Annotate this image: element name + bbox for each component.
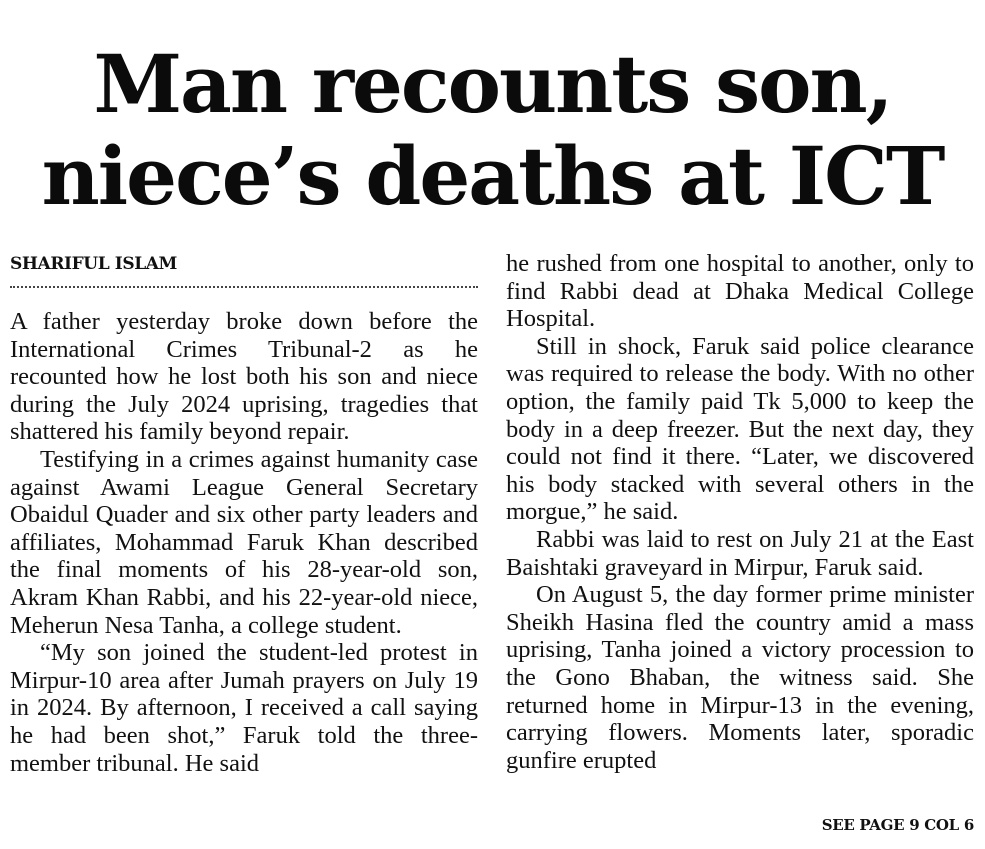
continued-on-page-note: SEE PAGE 9 COL 6 <box>821 816 974 834</box>
byline-divider <box>10 286 478 288</box>
paragraph: he rushed from one hospital to another, only to find Rabbi dead at Dhaka Medical College Hospital. <box>506 250 974 333</box>
headline-line-1: Man recounts son, <box>93 37 892 131</box>
paragraph: On August 5, the day former prime minister Sheikh Hasina fled the country amid a mass uprising, Tanha joined a victory procession to the Gono Bhaban, the witness said. She returned home in Mirpur-13 in the evening, carrying flowers. Moments later, sporadic gunfire erupted <box>506 581 974 774</box>
byline: SHARIFUL ISLAM <box>10 254 177 274</box>
article-column-left <box>10 308 478 777</box>
headline-line-2: niece’s deaths at ICT <box>41 129 944 223</box>
paragraph: A father yesterday broke down before the International Crimes Tribunal-2 as he recounted how he lost both his son and niece during the July 2024 uprising, tragedies that shattered his family beyond repair. <box>10 308 478 446</box>
article-column-right <box>506 250 974 774</box>
paragraph: Testifying in a crimes against humanity case against Awami League General Secretary Obaidul Quader and six other party leaders and affiliates, Mohammad Faruk Khan described the final moments of his 28-year-old son, Akram Khan Rabbi, and his 22-year-old niece, Meherun Nesa Tanha, a college student. <box>10 445 478 639</box>
paragraph: “My son joined the student-led protest in Mirpur-10 area after Jumah prayers on July 19 in 2024. By afternoon, I received a call saying he had been shot,” Faruk told the three-member tribunal. He said <box>10 639 478 777</box>
paragraph: Still in shock, Faruk said police clearance was required to release the body. With no other option, the family paid Tk 5,000 to keep the body in a deep freezer. But the next day, they could not find it there. “Later, we discovered his body stacked with several others in the morgue,” he said. <box>506 332 974 526</box>
headline <box>0 38 985 222</box>
paragraph: Rabbi was laid to rest on July 21 at the East Baishtaki graveyard in Mirpur, Faruk said. <box>506 525 974 581</box>
